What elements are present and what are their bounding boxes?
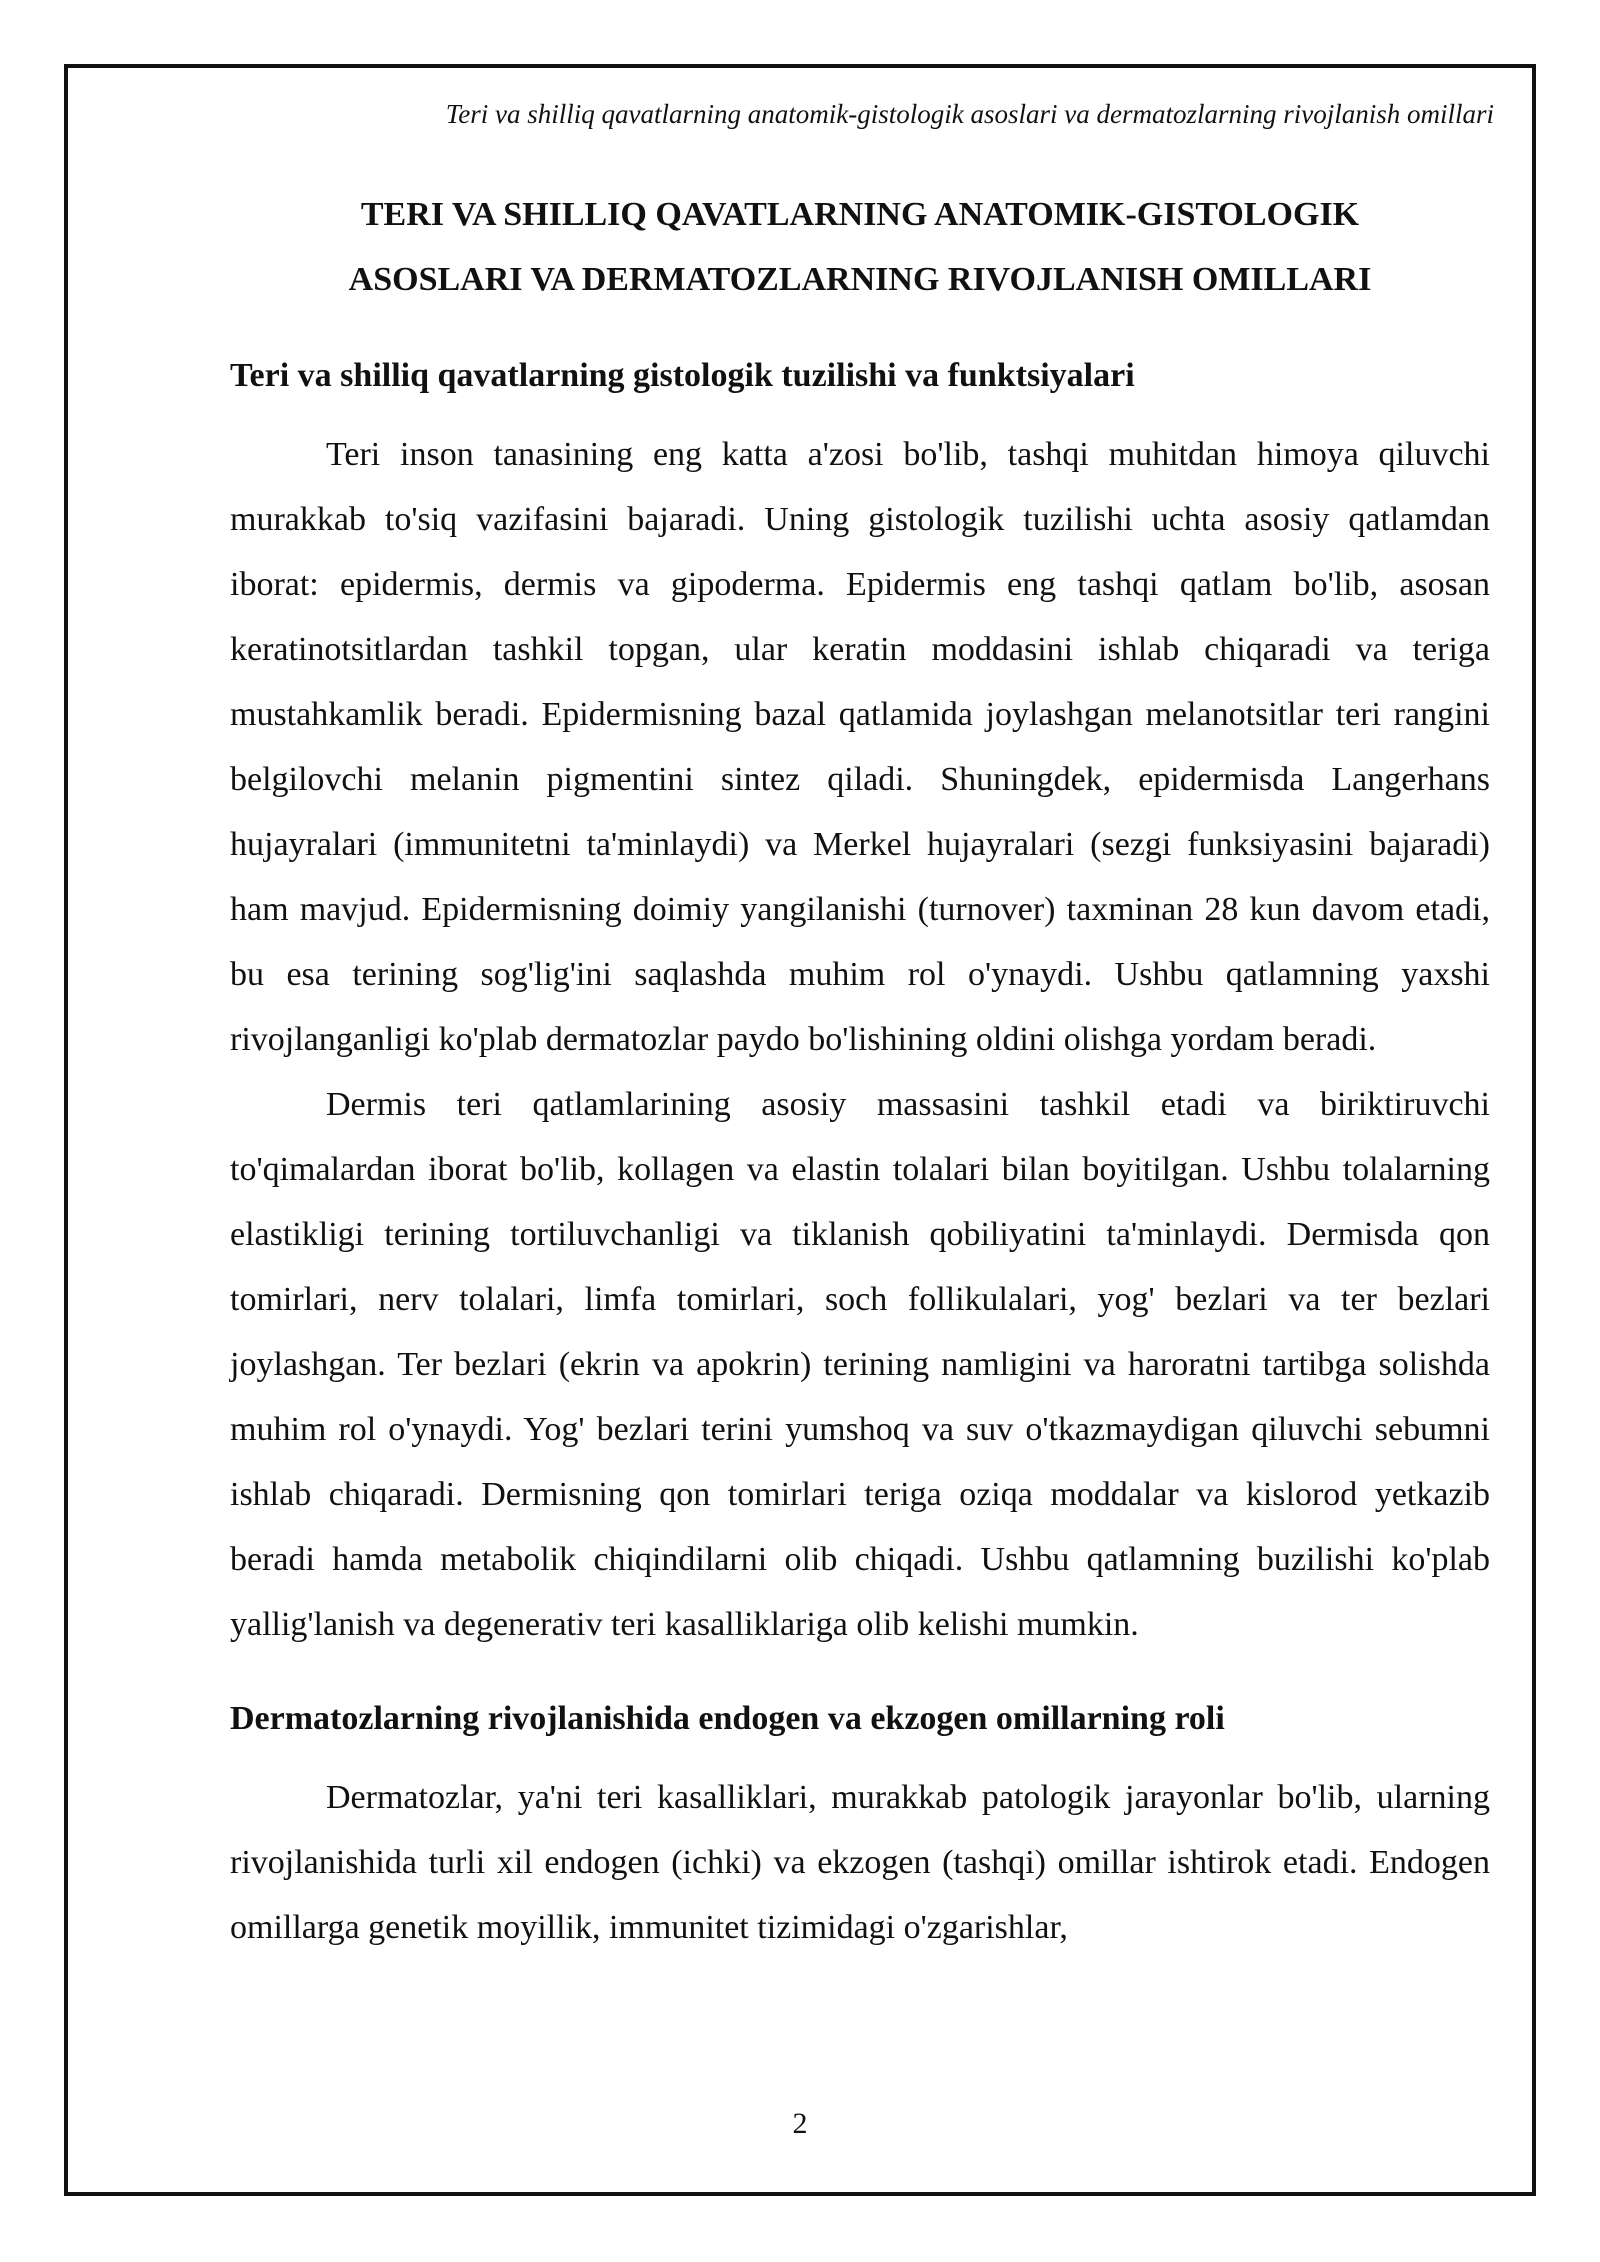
section-heading-factors: Dermatozlarning rivojlanishida endogen va ekzogen omillarning roli xyxy=(230,1700,1225,1737)
paragraph-dermis: Dermis teri qatlamlarining asosiy massasini tashkil etadi va biriktiruvchi to'qimalardan iborat bo'lib, kollagen va elastin tolalari bilan boyitilgan. Ushbu tolalarning elastikligi terining tortiluvchanligi va tiklanish qobiliyatini ta'minlaydi. Dermisda qon tomirlari, nerv tolalari, limfa tomirlari, soch follikulalari, yog' bezlari va ter bezlari joylashgan. Ter bezlari (ekrin va apokrin) terining namligini va haroratni tartibga solishda muhim rol o'ynaydi. Yog' bezlari terini yumshoq va suv o'tkazmaydigan qiluvchi sebumni ishlab chiqaradi. Dermisning qon tomirlari teriga oziqa moddalar va kislorod yetkazib beradi hamda metabolik chiqindilarni olib chiqadi. Ushbu qatlamning buzilishi ko'plab yallig'lanish va degenerativ teri kasalliklariga olib kelishi mumkin. xyxy=(230,1086,1490,1643)
paragraph-epidermis: Teri inson tanasining eng katta a'zosi bo'lib, tashqi muhitdan himoya qiluvchi murakkab to'siq vazifasini bajaradi. Uning gistologik tuzilishi uchta asosiy qatlamdan iborat: epidermis, dermis va gipoderma. Epidermis eng tashqi qatlam bo'lib, asosan keratinotsitlardan tashkil topgan, ular keratin moddasini ishlab chiqaradi va teriga mustahkamlik beradi. Epidermisning bazal qatlamida joylashgan melanotsitlar teri rangini belgilovchi melanin pigmentini sintez qiladi. Shuningdek, epidermisda Langerhans hujayralari (immunitetni ta'minlaydi) va Merkel hujayralari (sezgi funksiyasini bajaradi) ham mavjud. Epidermisning doimiy yangilanishi (turnover) taxminan 28 kun davom etadi, bu esa terining sog'lig'ini saqlashda muhim rol o'ynaydi. Ushbu qatlamning yaxshi rivojlanganligi ko'plab dermatozlar paydo bo'lishining oldini olishga yordam beradi. xyxy=(230,436,1490,1058)
paragraph-dermatoses: Dermatozlar, ya'ni teri kasalliklari, murakkab patologik jarayonlar bo'lib, ularning rivojlanishida turli xil endogen (ichki) va ekzogen (tashqi) omillar ishtirok etadi. Endogen omillarga genetik moyillik, immunitet tizimidagi o'zgarishlar, xyxy=(230,1779,1490,1946)
document-title-line-1: TERI VA SHILLIQ QAVATLARNING ANATOMIK-GISTOLOGIK xyxy=(360,196,1360,233)
page-content xyxy=(230,182,1490,1960)
page-number: 2 xyxy=(792,2107,808,2140)
running-header: Teri va shilliq qavatlarning anatomik-gistologik asoslari va dermatozlarning rivojlanish omillari xyxy=(445,99,1494,129)
document-title-line-2: ASOSLARI VA DERMATOZLARNING RIVOJLANISH OMILLARI xyxy=(348,261,1372,298)
document-title xyxy=(230,182,1490,312)
section-heading-histology: Teri va shilliq qavatlarning gistologik tuzilishi va funktsiyalari xyxy=(230,357,1135,394)
